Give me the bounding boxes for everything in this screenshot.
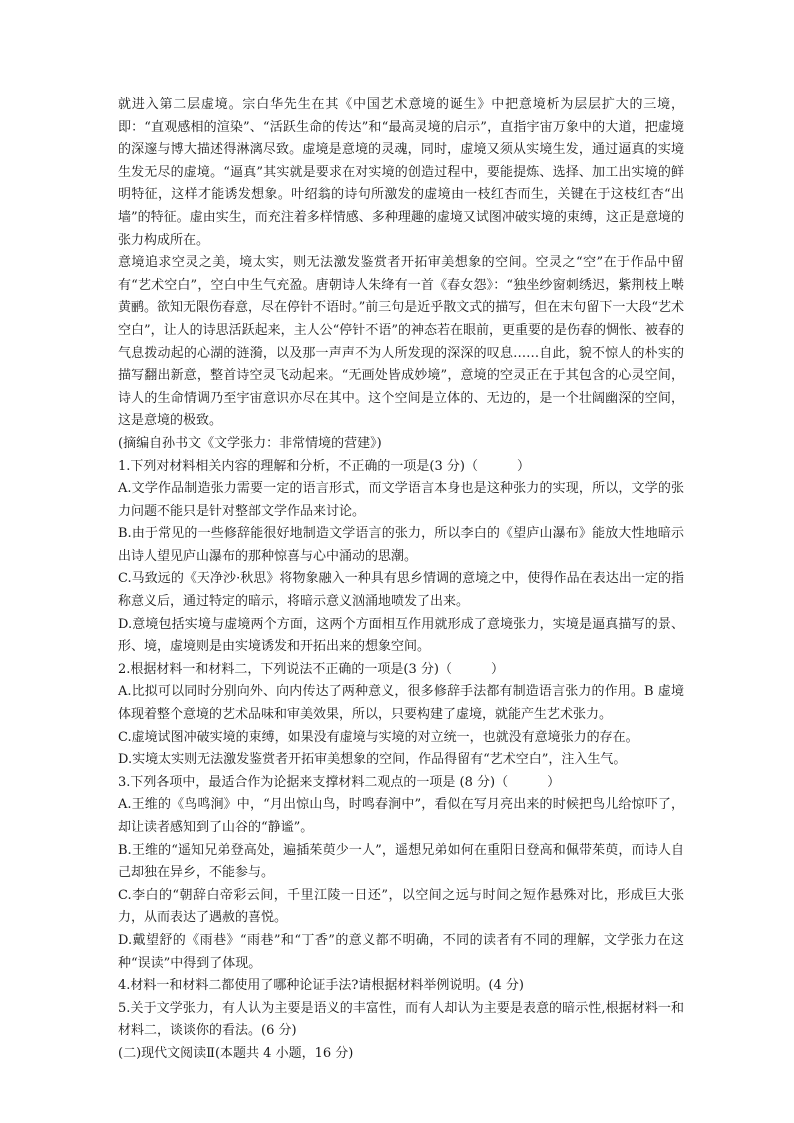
question-option: B.由于常见的一些修辞能很好地制造文学语言的张力，所以李白的《望庐山瀑布》能放大性地暗示出诗人望见庐山瀑布的那种惊喜与心中涌动的思潮。 (118, 526, 684, 564)
question-option: D.意境包括实境与虚境两个方面，这两个方面相互作用就形成了意境张力，实境是逼真描写的景、形、境，虚境则是由实境诱发和开拓出来的想象空间。 (118, 616, 684, 655)
question-option: A.比拟可以同时分别向外、向内传达了两种意义，很多修辞手法都有制造语言张力的作用。B 虚境体现着整个意境的艺术品味和审美效果，所以，只要构建了虚境，就能产生艺术张力。 (118, 684, 684, 723)
question-option: A.王维的《鸟鸣涧》中，“月出惊山鸟，时鸣春涧中”，看似在写月亮出来的时候把鸟儿给惊吓了，却让读者感知到了山谷的“静谧”。 (118, 797, 684, 835)
question-5: 5.关于文学张力，有人认为主要是语义的丰富性，而有人却认为主要是表意的暗示性,根据材料一和材料二，谈谈你的看法。(6 分) (118, 1000, 684, 1039)
question-option: D.戴望舒的《雨巷》“雨巷”和“丁香”的意义都不明确，不同的读者有不同的理解，文学张力在这种“误读”中得到了体现。 (118, 932, 684, 971)
question-stem: 2.根据材料一和材料二，下列说法不正确的一项是(3 分)（ ） (118, 661, 504, 677)
question-stem: 3.下列各项中，最适合作为论据来支撑材料二观点的一项是 (8 分)（ ） (118, 774, 561, 790)
question-3 (118, 772, 684, 975)
question-1 (118, 456, 684, 659)
question-option: B.王维的“遥知兄弟登高处，遍插茱萸少一人”，遥想兄弟如何在重阳日登高和佩带茱萸，而诗人自己却独在异乡，不能参与。 (118, 842, 684, 881)
question-option: C.虚境试图冲破实境的束缚，如果没有虚境与实境的对立统一，也就没有意境张力的存在。 (118, 729, 639, 745)
question-option: D.实境太实则无法激发鉴赏者开拓审美想象的空间，作品得留有“艺术空白”，注入生气。 (118, 752, 627, 768)
passage-paragraph-2: 意境追求空灵之美，境太实，则无法激发鉴赏者开拓审美想象的空间。空灵之“空”在于作品中留有“艺术空白”，空白中生气充盈。唐朝诗人朱绛有一首《春女怨》：“独坐纱窗刺绣迟，紫荆枝上啭黄鹂。欲知无限伤春意，尽在停针不语时。”前三句是近乎散文式的描写，但在末句留下一大段“艺术空白”，让人的诗思活跃起来，主人公“停针不语”的神态若在眼前，更重要的是伤春的惆怅、被春的气息拨动起的心湖的涟漪，以及那一声声不为人所发现的深深的叹息……自此，貌不惊人的朴实的描写翻出新意，整首诗空灵飞动起来。“无画处皆成妙境”，意境的空灵正在于其包含的心灵空间，诗人的生命情调乃至宇宙意识亦尽在其中。这个空间是立体的、无边的，是一个壮阔幽深的空间，这是意境的极致。 (118, 255, 684, 429)
question-2 (118, 659, 684, 772)
question-4: 4.材料一和材料二都使用了哪种论证手法?请根据材料举例说明。(4 分) (118, 978, 524, 994)
passage-source: (摘编自孙书文《文学张力：非常情境的营建》) (118, 435, 382, 451)
passage-paragraph-1: 就进入第二层虚境。宗白华先生在其《中国艺术意境的诞生》中把意境析为层层扩大的三境，即：“直观感相的渲染”、“活跃生命的传达”和“最高灵境的启示”，直指宇宙万象中的大道，把虚境的深邃与博大描述得淋漓尽致。虚境是意境的灵魂，同时，虚境又须从实境生发，通过逼真的实境生发无尽的虚境。“逼真”其实就是要求在对实境的创造过程中，要能提炼、选择、加工出实境的鲜明特征，这样才能诱发想象。叶绍翁的诗句所激发的虚境由一枝红杏而生，关键在于这枝红杏“出墙”的特征。虚由实生，而充注着多样情感、多种理趣的虚境又试图冲破实境的束缚，这正是意境的张力构成所在。 (118, 97, 684, 248)
question-option: A.文学作品制造张力需要一定的语言形式，而文学语言本身也是这种张力的实现，所以，文学的张力问题不能只是针对整部文学作品来讨论。 (118, 481, 684, 519)
section-heading: (二)现代文阅读Ⅱ(本题共 4 小题，16 分) (118, 1045, 354, 1061)
document-page (118, 94, 684, 1066)
question-option: C.李白的“朝辞白帝彩云间，千里江陵一日还”，以空间之远与时间之短作悬殊对比，形成巨大张力，从而表达了遇赦的喜悦。 (118, 887, 684, 926)
question-option: C.马致远的《天净沙·秋思》将物象融入一种具有思乡情调的意境之中，使得作品在表达出一定的指称意义后，通过特定的暗示，将暗示意义汹涌地喷发了出来。 (118, 571, 684, 610)
question-stem: 1.下列对材料相关内容的理解和分析，不正确的一项是(3 分)（ ） (118, 458, 530, 474)
